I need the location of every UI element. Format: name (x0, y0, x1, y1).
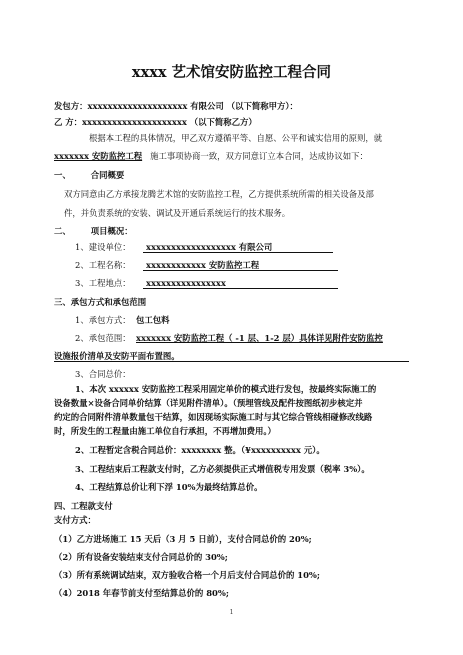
project-name-value: xxxxxxxxxxxx 安防监控工程 (146, 260, 260, 270)
project-owner-value: xxxxxxxxxxxxxxxxxx 有限公司 (146, 242, 273, 252)
price-clause-1-line1: 1、本次 xxxxxx 安防监控工程采用固定单价的模式进行发包，按最终实际施工的 (75, 384, 377, 394)
document-title: xxxx 艺术馆安防监控工程合同 (131, 64, 332, 81)
section-3-heading: 三、承包方式和承包范围 (54, 297, 147, 307)
intro-paragraph-line1: 根据本工程的具体情况，甲乙双方遵循平等、自愿、公平和诚实信用的原则，就 (89, 133, 383, 143)
payment-item-1: （1）乙方进场施工 15 天后（3 月 5 日前），支付合同总价的 20%; (54, 534, 312, 544)
project-name-underline (143, 260, 338, 271)
section-4-heading: 四、工程款支付 (54, 501, 113, 511)
intro-project-name: xxxxxxx 安防监控工程 (54, 151, 143, 161)
contract-scope-value: xxxxxxx 安防监控工程（ -1 层、1-2 层）具体详见附件安防监控 (136, 333, 383, 343)
project-name-label: 2、工程名称： (75, 260, 131, 270)
price-clause-4: 4、工程结算总价让利下浮 10%为最终结算总价。 (75, 482, 263, 492)
section-1-para-line2: 件，并负责系统的安装、调试及开通后系统运行的技术服务。 (64, 208, 291, 218)
project-owner-label: 1、建设单位： (75, 242, 131, 252)
intro-paragraph-line2 (54, 151, 368, 161)
payment-method-label: 支付方式： (54, 515, 96, 525)
page-number: 1 (229, 609, 234, 616)
project-site-value: xxxxxxxxxxxxxxxx (146, 278, 226, 288)
section-1-para-line1: 双方同意由乙方承接龙腾艺术馆的安防监控工程，乙方提供系统所需的相关设备及部 (64, 189, 374, 199)
contract-mode-label: 1、承包方式： (75, 315, 131, 325)
section-1-number: 一、 (54, 170, 71, 180)
section-2-heading (54, 226, 133, 236)
payment-item-2: （2）所有设备安装结束支付合同总价的 30%; (54, 552, 228, 562)
project-site-label: 3、工程地点： (75, 278, 131, 288)
section-2-title: 项目概况： (90, 226, 133, 236)
payment-item-4: （4）2018 年春节前支付至结算总价的 80%; (54, 588, 229, 598)
party-b-line: 乙 方：xxxxxxxxxxxxxxxxxxxxx （以下简称乙方） (54, 117, 257, 127)
price-clause-2: 2、工程暂定含税合同总价：xxxxxxxx 整。（¥xxxxxxxxxx 元）。 (75, 445, 325, 455)
price-clause-1-line2: 设备数量×设备合同单价结算（详见附件清单）。（预埋管线及配件按图纸初步核定并 (54, 398, 363, 408)
project-site-underline (143, 278, 338, 289)
intro-rest: 施工事项协商一致，双方同意订立本合同，达成协议如下： (150, 151, 368, 161)
contract-scope-underline (54, 351, 409, 362)
section-1-title: 合同概要 (90, 170, 125, 180)
party-a-line: 发包方：xxxxxxxxxxxxxxxxxxxx 有限公司 （以下简称甲方）： (54, 101, 298, 111)
contract-scope-label: 2、承包范围： (75, 333, 131, 343)
section-1-heading (54, 170, 124, 180)
project-owner-underline (143, 242, 333, 253)
contract-scope-continued: 设施报价清单及安防平面布置图。 (54, 351, 180, 361)
contract-mode-value: 包工包料 (136, 315, 170, 325)
price-clause-1-line3: 约定的合同附件清单数量包干结算，如因现场实际施工时与其它综合管线相碰修改线路 (54, 412, 373, 422)
payment-item-3: （3）所有系统调试结束，双方验收合格一个月后支付合同总价的 10%; (54, 570, 320, 580)
price-clause-3: 3、工程结束后工程款支付时，乙方必须提供正式增值税专用发票（税率 3%）。 (75, 464, 370, 474)
section-2-number: 二、 (54, 226, 71, 236)
price-clause-1-line4: 时，所发生的工程量由施工单位自行承担，不再增加费用。） (54, 426, 276, 436)
contract-price-label: 3、合同总价： (75, 369, 131, 379)
